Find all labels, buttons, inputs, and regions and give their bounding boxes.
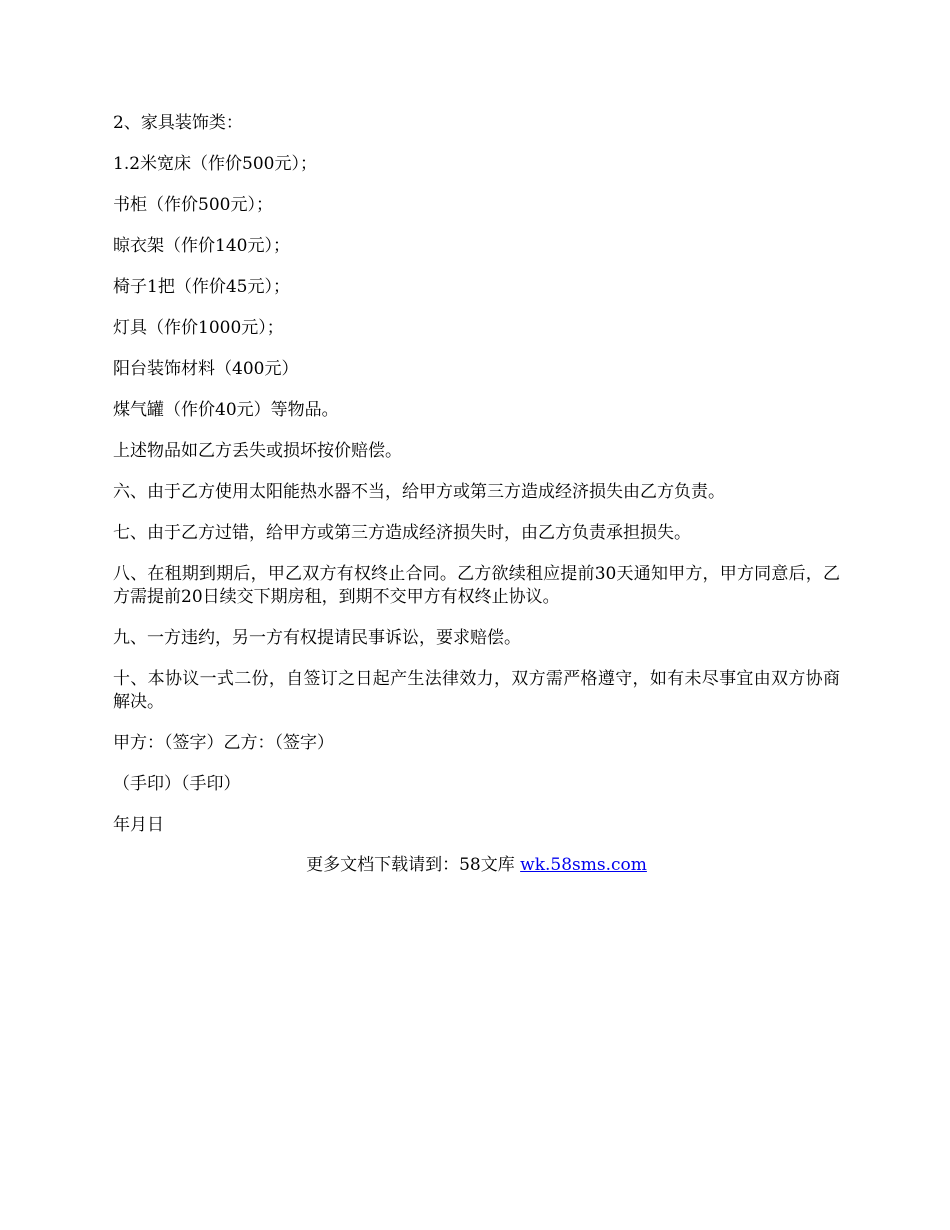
paragraph-gas-tank: 煤气罐（作价40元）等物品。: [113, 400, 339, 420]
date-line: 年月日: [113, 815, 164, 835]
fingerprint-line: （手印）（手印）: [113, 774, 241, 794]
footer-text: 更多文档下载请到：58文库: [306, 855, 521, 875]
paragraph-clause-6: 六、由于乙方使用太阳能热水器不当，给甲方或第三方造成经济损失由乙方负责。: [113, 482, 725, 502]
paragraph-bookcase: 书柜（作价500元）；: [113, 195, 273, 215]
paragraph-lamps: 灯具（作价1000元）；: [113, 318, 284, 338]
paragraph-clause-7: 七、由于乙方过错，给甲方或第三方造成经济损失时，由乙方负责承担损失。: [113, 523, 691, 543]
paragraph-chair: 椅子1把（作价45元）；: [113, 277, 290, 297]
paragraph-bed: 1.2米宽床（作价500元）；: [113, 154, 317, 174]
signature-line: 甲方：（签字）乙方：（签字）: [113, 733, 334, 753]
paragraph-clause-9: 九、一方违约，另一方有权提请民事诉讼，要求赔偿。: [113, 628, 521, 648]
paragraph-clause-8: 八、在租期到期后，甲乙双方有权终止合同。乙方欲续租应提前30天通知甲方，甲方同意后，乙方需提前20日续交下期房租，到期不交甲方有权终止协议。: [113, 564, 840, 607]
paragraph-clothes-rack: 晾衣架（作价140元）；: [113, 236, 290, 256]
paragraph-compensation: 上述物品如乙方丢失或损坏按价赔偿。: [113, 441, 402, 461]
footer-link[interactable]: wk.58sms.com: [520, 855, 647, 875]
paragraph-balcony-materials: 阳台装饰材料（400元）: [113, 359, 299, 379]
document-body: [113, 112, 840, 877]
paragraph-clause-10: 十、本协议一式二份，自签订之日起产生法律效力，双方需严格遵守，如有未尽事宜由双方协商解决。: [113, 669, 840, 712]
paragraph-furniture-heading: 2、家具装饰类：: [113, 113, 243, 133]
footer-download-note: [113, 854, 840, 877]
